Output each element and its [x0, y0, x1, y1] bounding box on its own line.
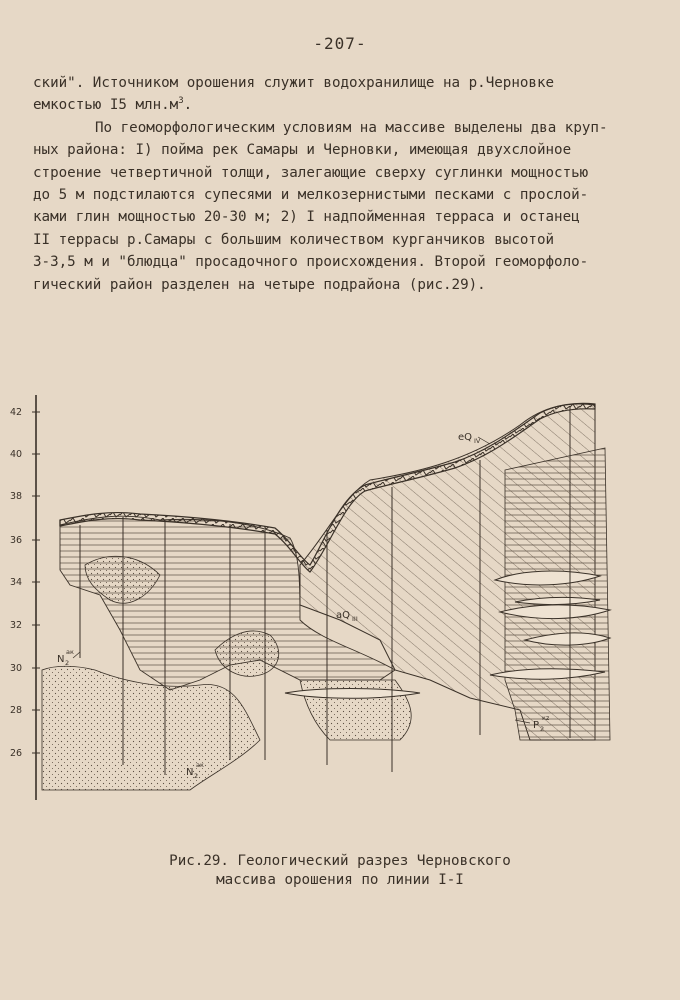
volume-exponent: 3	[178, 96, 184, 107]
paragraph2-line: 3-3,5 м и "блюдца" просадочного происхождения. Второй геоморфоло-	[33, 254, 589, 271]
paragraph2-line: II террасы р.Самары с большим количеством курганчиков высотой	[33, 231, 555, 248]
volume-period: .	[183, 97, 193, 114]
label-N2ak-bottom-text: N	[186, 767, 194, 778]
label-N2ak-left-sub: 2	[65, 659, 70, 667]
figure-caption	[0, 852, 680, 890]
tick-label: 28	[10, 705, 23, 716]
clay-layer-right	[505, 448, 610, 740]
label-aQIII-text: aQ	[336, 610, 350, 621]
label-N2ak-left	[57, 648, 80, 667]
label-eQIV	[458, 432, 490, 445]
tick-label: 36	[10, 535, 23, 546]
tick-label: 26	[10, 748, 23, 759]
tick-label: 40	[10, 449, 23, 460]
tick-label: 32	[10, 620, 23, 631]
page-number: -207-	[313, 34, 367, 53]
paragraph2-line: до 5 м подстилаются супесями и мелкозернистыми песками с прослой-	[33, 186, 589, 203]
label-P2kz-sup: кz	[542, 714, 550, 722]
tick-label: 34	[10, 577, 23, 588]
label-N2ak-left-sup: ак	[66, 648, 74, 656]
label-eQIV-sub: IV	[474, 437, 481, 445]
label-N2ak-bottom-sup: ак	[196, 761, 204, 769]
caption-line1: Рис.29. Геологический разрез Черновского	[169, 853, 511, 869]
paragraph1-line1: ский". Источником орошения служит водохранилище на р.Черновке	[33, 75, 555, 91]
sand-body-lower	[42, 666, 260, 790]
volume-text: емкостью I5 млн.м	[33, 97, 179, 114]
paragraph2-line: По геоморфологическим условиям на массиве выделены два круп-	[95, 119, 608, 136]
label-aQIII-sub: III	[352, 615, 358, 623]
paragraph2-line: ных района: I) пойма рек Самары и Черновки, имеющая двухслойное	[33, 142, 572, 159]
elevation-axis	[10, 395, 40, 800]
tick-label: 38	[10, 491, 23, 502]
tick-label: 30	[10, 663, 23, 674]
paragraph1-line2	[33, 94, 633, 116]
body-text	[33, 72, 633, 296]
tick-label: 42	[10, 407, 23, 418]
label-N2ak-bottom-sub: 2	[194, 772, 199, 780]
paragraph2-line: гический район разделен на четыре подрайона (рис.29).	[33, 276, 486, 293]
paragraph2-line: строение четвертичной толщи, залегающие сверху суглинки мощностью	[33, 164, 589, 181]
label-N2ak-left-text: N	[57, 654, 65, 665]
label-eQIV-text: eQ	[458, 432, 473, 443]
geologic-cross-section	[0, 380, 680, 820]
caption-line2: массива орошения по линии I-I	[216, 872, 464, 888]
label-P2kz-sub: 2	[540, 725, 545, 733]
paragraph2-line: ками глин мощностью 20-30 м; 2) I надпойменная терраса и останец	[33, 209, 580, 226]
label-P2kz-text: P	[533, 720, 540, 731]
